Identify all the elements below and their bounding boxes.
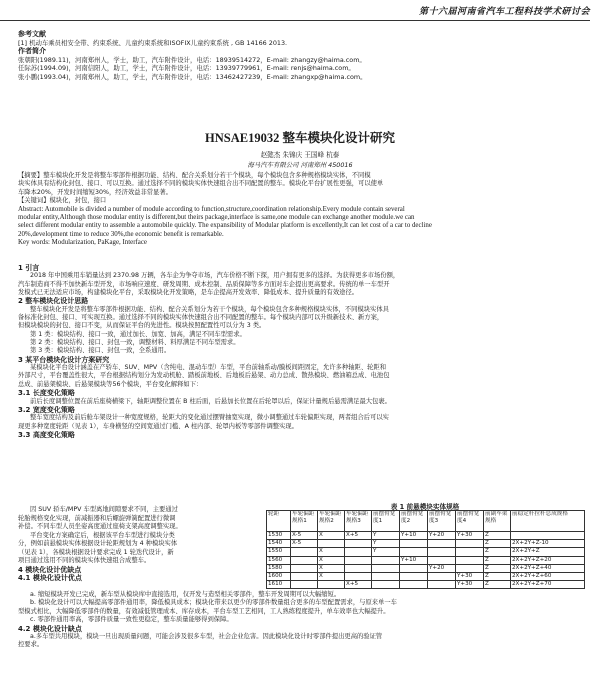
- table-header-cell: 前副车架规格: [484, 511, 511, 532]
- table-caption: 表 1 前悬模块实体规格: [390, 503, 460, 511]
- references-section: [18, 30, 588, 82]
- table-cell: Y: [372, 532, 400, 540]
- table-header-cell: 前稳定杆拉杆总成规格: [511, 511, 585, 532]
- table-cell: X: [318, 548, 345, 556]
- table-cell: [345, 564, 372, 572]
- table-cell: 2X+2Y+Z+60: [511, 572, 585, 580]
- body-line: 发模式已无法适应市场，构建模块化平台，采取模块化开发策略，是车企提高开发效率、降低成本、提升质量的有效途径。: [18, 289, 359, 297]
- table-cell: 2X+2Y+Z+20: [511, 556, 585, 564]
- table-cell: Y+30: [456, 581, 484, 589]
- table-cell: X: [318, 532, 345, 540]
- body-line: 型模式相比，大幅降低零部件的数量，有效减低管理成本、库存成本，平台车型工艺相同，工人熟练程度提升，单车效率也大幅提升。: [18, 607, 390, 615]
- body-line: a. 缩短模块开发已完成，新车型从模块库中直接选用，仅开发与造型相关零部件，整车开发周期可以大幅缩短。: [30, 591, 341, 598]
- author-bio: 任际苏(1994.09)，河南信阳人，助工，学士，汽车附件设计，电话：13939779961，E-mail: renjs@haima.com。: [18, 64, 355, 73]
- body-line: 备标准化封包、接口、可实现互换。通过选择不同的模块实体快速组合出不同配置的整车。每个模块内部可以升级新技术、新方案，: [18, 314, 384, 322]
- section-heading: 2 整车模块化设计思路: [18, 297, 89, 306]
- abstract-section: [18, 172, 583, 248]
- body-line: 分，例如前悬模块实体根据设计轮距规划为 4 种模块实体: [18, 540, 178, 547]
- subsection-heading: 4.1 模块化设计优点: [18, 574, 82, 582]
- section-heading: 3 某平台模块化设计方案研究: [18, 355, 110, 364]
- table-row: [267, 564, 585, 572]
- table-cell: X-5: [291, 532, 318, 540]
- body-line: （见表 1），各模块根据设计要求完成 1 轮迭代设计，新: [18, 548, 174, 556]
- table-cell: [456, 556, 484, 564]
- subsection-heading: 3.1 长度变化策略: [18, 389, 75, 398]
- spec-table: [266, 501, 584, 589]
- body-line: b. 模块化设计可以大幅提高零部件通用率，降低模具成本；模块化带来以更少的零部件数量组合更多的车型配置需求，与原来单一车: [30, 599, 397, 607]
- table-cell: Y+20: [428, 532, 456, 540]
- table-cell: Z: [484, 581, 511, 589]
- table-cell: [372, 581, 400, 589]
- table-cell: 1560: [267, 556, 291, 564]
- paper-authors: 赵懿杰 朱锦庆 王国峰 杭泰: [260, 151, 340, 159]
- table-row: [267, 572, 585, 580]
- body-line: 平台变化方案确定后，根据该平台车型进行模块分类: [30, 531, 175, 539]
- table-cell: [428, 556, 456, 564]
- body-line: 但模块模块的封包、接口不变，从而保证平台的先进性。模块按照配置性可以分为 3 类。: [18, 322, 266, 330]
- table-cell: [400, 581, 428, 589]
- abstract-cn-line: 块实体具有结构化封包、接口、可以互换。通过选择不同的模块实体快速组合出不同配置的整车。模块化平台扩展性更强，可以使单: [18, 180, 384, 188]
- table-cell: X-5: [291, 540, 318, 548]
- references-heading: 参考文献: [18, 30, 46, 38]
- left-column-text: [18, 506, 260, 583]
- paper-affiliation: 海马汽车有限公司 河南郑州 450016: [247, 161, 353, 169]
- table-cell: [400, 564, 428, 572]
- author-bio: 张小鹏(1993.04)，河南郑州人，助工，学士，汽车附件设计，电话：13462427239，E-mail: zhangxp@haima.com。: [18, 72, 367, 81]
- author-bio: 张朝阳(1989.11)，河南郑州人，学士，助工，汽车附件设计，电话：18939514272，E-mail: zhangzy@haima.com。: [18, 55, 366, 64]
- table-body: [267, 532, 585, 589]
- table-header-cell: 车轮偏距规格1: [291, 511, 318, 532]
- table-header-cell: 轮距: [267, 511, 291, 532]
- journal-header: 第十六届河南省汽车工程科技学术研讨会: [0, 4, 590, 21]
- table-cell: Y: [372, 548, 400, 556]
- body-line: 汽车制造商不得不加快新车型开发，市场响应速度、研发周期、成本控制、品质保障等多方面对车企提出更高要求。传统的单一车型开: [18, 280, 390, 288]
- table-header-cell: 车轮偏距规格3: [345, 511, 372, 532]
- section-heading: 4 模块化设计优缺点: [18, 565, 82, 574]
- body-line: 整车宽度结构及前后舱车架设计一种宽度规格，轮距大的变化通过摆臂抽宽实现，微小调整通过车轮偏距实现，两者组合后可以实: [30, 414, 389, 422]
- table-cell: 1610: [267, 581, 291, 589]
- body-line: 整车模块化开发是将整车零部件根据功能、结构、配合关系划分为若干个模块，每个模块包含多种规格模块实体，不同模块实体具: [30, 305, 389, 313]
- table-cell: Z: [484, 540, 511, 548]
- table-cell: [345, 548, 372, 556]
- table-cell: 2X+2Y+Z+70: [511, 581, 585, 589]
- body-line: 外部尺寸，平台覆盖性很大，平台根据结构划分为发动机舱、踏板前地板、后地板后悬架、动力总成、散热模块、燃油箱总成、电池包: [18, 372, 390, 380]
- table-cell: Y+10: [400, 532, 428, 540]
- table-header-cell: 车轮偏距规格2: [318, 511, 345, 532]
- table-cell: Z: [484, 532, 511, 540]
- table-row: [267, 581, 585, 589]
- body-line: c. 零部件通用率高，零部件质量一致性更稳定，整车质量能够得到保障。: [30, 616, 233, 624]
- abstract-en-line: modular entity,Although those modular entity is different,but theirs package,interface is same,one module can exchange another module.we can: [18, 214, 415, 222]
- table-cell: 2X+2Y+Z+40: [511, 564, 585, 572]
- table-cell: 1540: [267, 540, 291, 548]
- advantages-section: [18, 591, 584, 650]
- body-section: [18, 264, 584, 439]
- abstract-en-line: Abstract: Automobile is divided a number of module according to function,structure,coordination relationship.Every module contain several: [18, 205, 405, 213]
- table-header-cell: 前摆臂宽度4: [456, 511, 484, 532]
- paper-title: HNSAE19032 整车模块化设计研究: [205, 131, 395, 145]
- table-cell: [456, 540, 484, 548]
- table-cell: [428, 572, 456, 580]
- table-cell: Z: [484, 556, 511, 564]
- table-cell: [291, 556, 318, 564]
- subsection-heading: 4.2 模块化设计缺点: [18, 624, 82, 633]
- table-cell: Y+20: [428, 564, 456, 572]
- table-cell: [428, 540, 456, 548]
- table-cell: [372, 564, 400, 572]
- table-header-cell: 前摆臂宽度1: [372, 511, 400, 532]
- keywords-cn: 【关键词】模块化，封包，接口: [18, 197, 107, 205]
- table-row: [267, 532, 585, 540]
- body-line: 总成、前悬架模块、后悬架模块等56个模块，平台变化解释如下：: [18, 380, 203, 388]
- table-cell: Z: [484, 548, 511, 556]
- body-line: 第 3 类：模块结构、接口、封包一致，全系通用。: [30, 347, 171, 355]
- table-row: [267, 556, 585, 564]
- table-cell: X: [318, 572, 345, 580]
- table-cell: [372, 556, 400, 564]
- table-cell: [400, 540, 428, 548]
- abstract-en-line: 20%,development time to reduce 30%,the economic benefit is remarkable.: [18, 230, 224, 238]
- abstract-cn-line: 车降本20%，开发时间缩短30%，经济效益非常显著。: [18, 188, 172, 196]
- body-line: a.多车型共用模块，模块一旦出现质量问题，可能会涉及很多车型，社会企业危害。因此模块化设计时零部件提出更高的验证管: [30, 633, 383, 641]
- table-cell: [291, 548, 318, 556]
- body-line: 因 SUV 轿车/MPV 车型离地间隙要求不同，主要通过: [30, 506, 178, 513]
- table-cell: Y: [372, 540, 400, 548]
- table-cell: [400, 572, 428, 580]
- table-cell: 2X+2Y+Z-10: [511, 540, 585, 548]
- body-line: 轮胎规格变化实现，前减振器和后螺旋弹簧配置进行微调: [18, 514, 176, 522]
- author-bio-heading: 作者简介: [18, 47, 46, 56]
- body-line: 控要求。: [18, 641, 44, 649]
- table-cell: 1530: [267, 532, 291, 540]
- table-cell: [372, 572, 400, 580]
- reference-entry: [1] 机动车乘员相安全带、约束系统、儿童约束系统和ISOFIX儿童约束系统 , GB 14166 2013.: [18, 38, 288, 47]
- body-line: 项目通过选用不同的模块实体快速组合成整车。: [18, 557, 151, 564]
- body-line: 第 1 类：模块结构、接口一致，通过加长、加宽、加高，满足不同车型需求。: [30, 330, 246, 338]
- table-cell: Y+30: [456, 532, 484, 540]
- table-header-cell: 前摆臂宽度2: [400, 511, 428, 532]
- table-cell: [511, 532, 585, 540]
- table-cell: [318, 581, 345, 589]
- table-cell: [400, 548, 428, 556]
- table-cell: X: [318, 564, 345, 572]
- table-cell: Y+30: [456, 572, 484, 580]
- table-cell: [456, 548, 484, 556]
- table-cell: [428, 581, 456, 589]
- table-header-row: [267, 511, 585, 532]
- table-cell: Y+10: [400, 556, 428, 564]
- table-cell: [291, 572, 318, 580]
- table-cell: [318, 540, 345, 548]
- table-cell: [345, 556, 372, 564]
- section-heading: 1 引言: [18, 264, 40, 272]
- table-cell: [456, 564, 484, 572]
- table-cell: 1600: [267, 572, 291, 580]
- table-cell: X: [318, 556, 345, 564]
- table-cell: [345, 540, 372, 548]
- body-line: 现更多种宽度轮距（见表 1），车身横竖的空间宽通过门槛、A 柱内部、轮罩内板等零部件调整实现。: [18, 422, 298, 430]
- table-cell: [428, 548, 456, 556]
- front-suspension-table: [266, 510, 585, 589]
- body-line: 第 2 类：模块结构、接口、封包一致，调整材料、料厚满足不同车型需求。: [30, 339, 240, 347]
- table-cell: 1580: [267, 564, 291, 572]
- abstract-cn-line: 【摘要】整车模块化开发是将整车零部件根据功能、结构、配合关系划分若干个模块，每个模块包含多种规格模块实体，不同模: [18, 172, 371, 179]
- subsection-heading: 3.3 高度变化策略: [18, 430, 75, 439]
- table-cell: Z: [484, 572, 511, 580]
- body-line: 某模块化平台设计涵盖在产轿车、SUV、MPV（含纯电、混动车型）车型，平台前轴系动/膜板间距固定，允许多种轴距、轮距和: [30, 364, 387, 372]
- body-line: 补偿。不同车型人员坐姿高度通过座椅支架高度调整实现。: [18, 523, 182, 530]
- table-cell: 2X+2Y+Z: [511, 548, 585, 556]
- table-row: [267, 548, 585, 556]
- table-cell: 1550: [267, 548, 291, 556]
- abstract-en-line: select different modular entity to assemble a automobile quickly. The expansibility of Modular platform is excellently,It can let cost of a car to decline: [18, 222, 432, 230]
- table-cell: [291, 581, 318, 589]
- table-cell: X+5: [345, 581, 372, 589]
- table-cell: [291, 564, 318, 572]
- body-line: 2018 年中国乘用车销量达到 2370.98 万辆，各车企为争夺市场，汽车价格不断下探，用户拥有更多的选择。为获得更多市场份额，: [30, 272, 400, 280]
- body-line: 前后长度调整位置在前后座椅横梁下，轴距调整位置在 B 柱后面，后悬加长位置在后轮罩以后，保证计量规后悬需满足最大包裹。: [30, 397, 391, 405]
- table-cell: [345, 572, 372, 580]
- table-cell: X+5: [345, 532, 372, 540]
- table-row: [267, 540, 585, 548]
- keywords-en: Key words: Modularization, PaKage, Interface: [18, 239, 147, 247]
- table-cell: Z: [484, 564, 511, 572]
- subsection-heading: 3.2 宽度变化策略: [18, 405, 75, 414]
- table-header-cell: 前摆臂宽度3: [428, 511, 456, 532]
